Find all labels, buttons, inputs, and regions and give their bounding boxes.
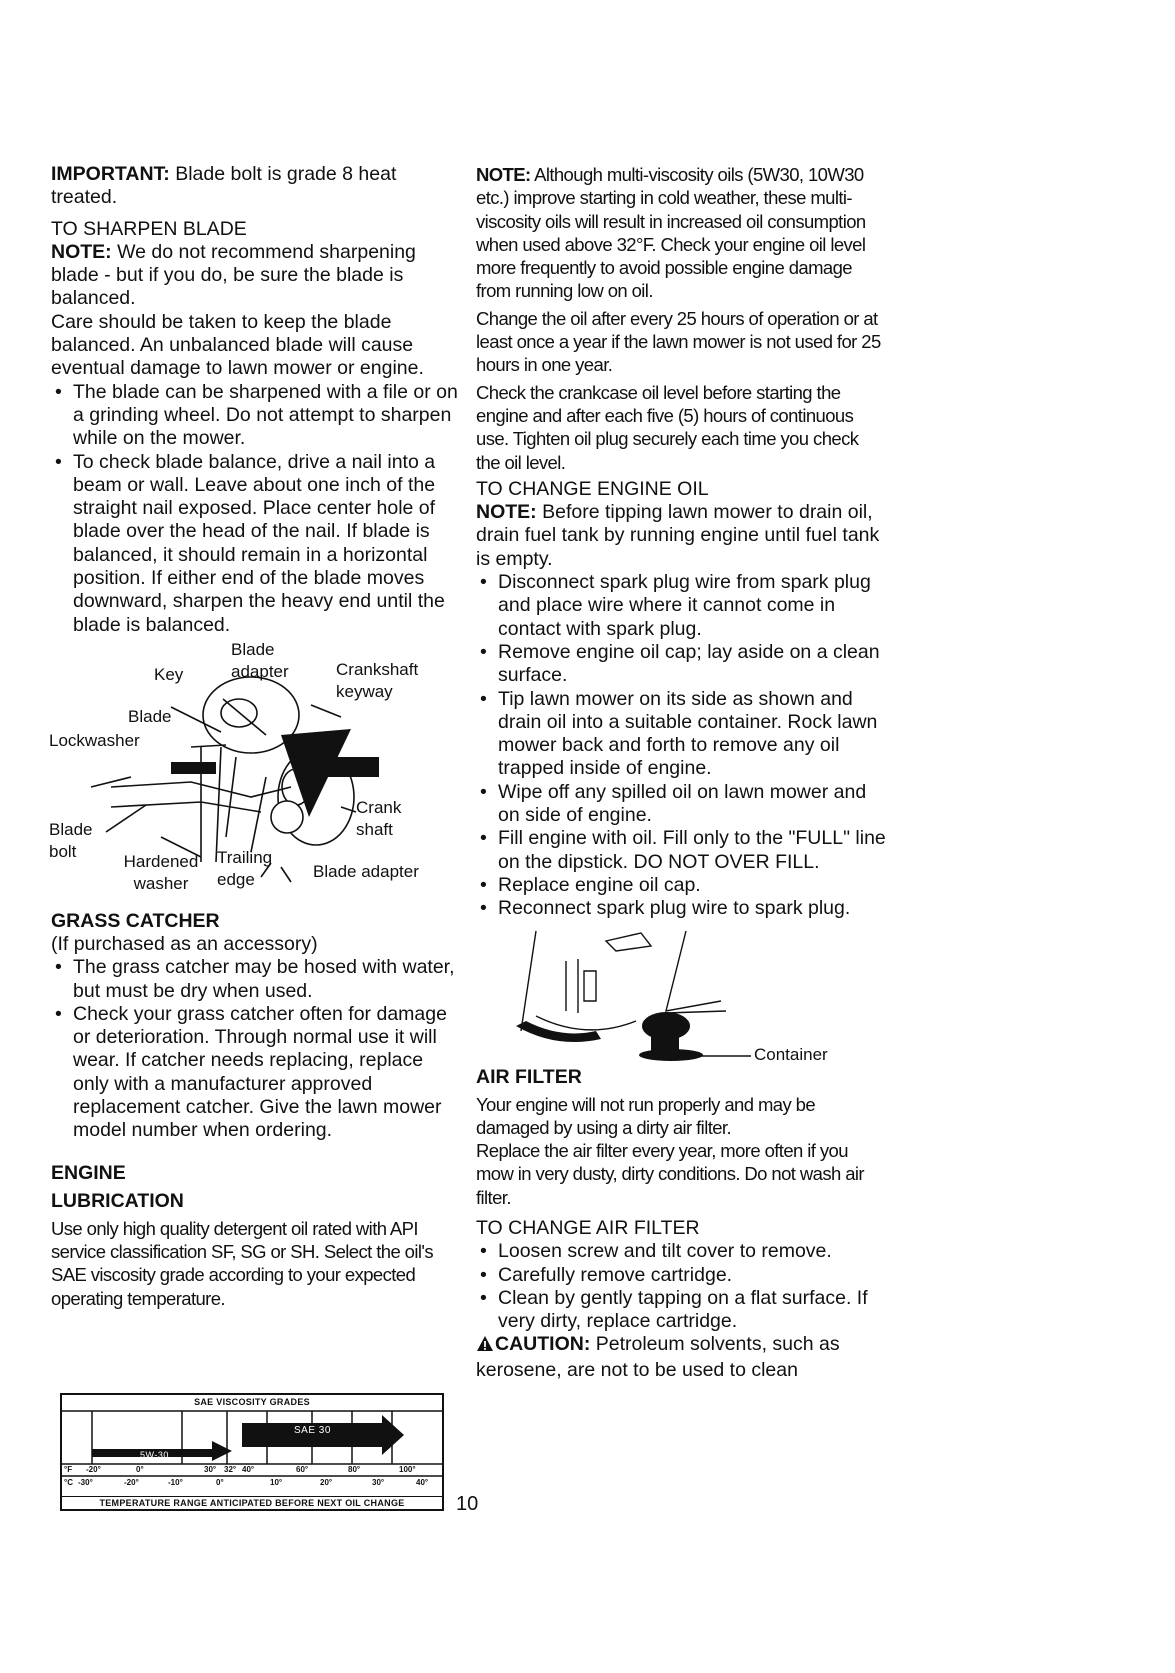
list-item: • Fill engine with oil. Fill only to the "FULL" line on the dipstick. DO NOT OVER FILL. <box>476 827 886 874</box>
list-item: • Check your grass catcher often for damage or deterioration. Through normal use it will wear. If catcher needs replacing, replace only with a manufacturer approved replacement catcher. Give the lawn mower model number when ordering. <box>51 1003 461 1143</box>
right-column <box>476 163 886 1382</box>
c-tick: 0° <box>216 1478 224 1487</box>
label-trailing-edge: Trailing edge <box>217 847 273 889</box>
grass-catcher-heading: GRASS CATCHER <box>51 909 220 932</box>
note-text: Although multi-viscosity oils (5W30, 10W30 etc.) improve starting in cold weather, these multi-viscosity oils will result in increased oil consumption when used above 32°F. Check your engine oil level more frequently to avoid possible engine damage from running low on oil. <box>476 164 866 302</box>
label-container: Container <box>754 1044 828 1064</box>
c-tick: -10° <box>168 1478 183 1487</box>
list-item: • Replace engine oil cap. <box>476 874 886 897</box>
grade-5w30-label: 5W-30 <box>140 1450 169 1460</box>
sae-viscosity-chart <box>60 1393 444 1511</box>
engine-heading: ENGINE <box>51 1161 126 1184</box>
f-tick: -20° <box>86 1465 101 1474</box>
blade-assembly-figure <box>51 637 461 905</box>
label-key: Key <box>154 664 184 684</box>
c-tick: 30° <box>372 1478 385 1487</box>
f-tick: 0° <box>136 1465 144 1474</box>
f-tick: 32° <box>224 1465 237 1474</box>
list-item: • Wipe off any spilled oil on lawn mower and on side of engine. <box>476 781 886 828</box>
air-filter-text-1: Your engine will not run properly and may be damaged by using a dirty air filter. <box>476 1093 816 1138</box>
important-paragraph <box>51 163 461 210</box>
c-tick: -20° <box>124 1478 139 1487</box>
change-air-filter-heading: TO CHANGE AIR FILTER <box>476 1216 700 1239</box>
c-tick: -30° <box>78 1478 93 1487</box>
list-item: • The blade can be sharpened with a file or on a grinding wheel. Do not attempt to sharpen while on the mower. <box>51 381 461 451</box>
note-label: NOTE: <box>476 164 531 185</box>
oil-drain-figure <box>476 921 886 1063</box>
sharpen-heading: TO SHARPEN BLADE <box>51 217 247 240</box>
label-crankshaft-keyway: Crankshaft keyway <box>336 659 419 701</box>
label-hardened-washer: Hardened washer <box>123 851 199 893</box>
c-tick: 20° <box>320 1478 333 1487</box>
warning-triangle-icon <box>476 1335 494 1358</box>
oil-steps-list <box>476 571 886 920</box>
c-tick: 10° <box>270 1478 283 1487</box>
viscosity-chart-title: SAE VISCOSITY GRADES <box>194 1397 310 1407</box>
grass-bullet-list <box>51 956 461 1142</box>
list-item: • Tip lawn mower on its side as shown and drain oil into a suitable container. Rock lawn mower back and forth to remove any oil trapped inside of engine. <box>476 688 886 781</box>
f-tick: 60° <box>296 1465 309 1474</box>
viscosity-chart-grid <box>62 1409 442 1489</box>
oil-drain-drawing <box>476 921 886 1063</box>
list-item: • Carefully remove cartridge. <box>476 1264 886 1287</box>
celsius-row <box>64 1478 440 1490</box>
multi-viscosity-note <box>476 163 886 303</box>
f-tick: 30° <box>204 1465 217 1474</box>
note-label: NOTE: <box>51 240 112 263</box>
caution-paragraph <box>476 1333 886 1382</box>
grade-sae30-label: SAE 30 <box>294 1425 331 1436</box>
list-item: • To check blade balance, drive a nail into a beam or wall. Leave about one inch of the straight nail exposed. Place center hole of blade over the head of the nail. If blade is balanced, it should remain in a horizontal position. If either end of the blade moves downward, sharpen the heavy end until the blade is balanced. <box>51 451 461 637</box>
label-crank-shaft: Crank shaft <box>356 797 402 839</box>
caution-text: Petroleum solvents, such as kerosene, are not to be used to clean <box>476 1333 840 1381</box>
note-label: NOTE: <box>476 501 537 524</box>
list-item: • The grass catcher may be hosed with water, but must be dry when used. <box>51 956 461 1003</box>
sharpen-bullet-list <box>51 381 461 637</box>
fahrenheit-row <box>64 1465 440 1477</box>
list-item: • Disconnect spark plug wire from spark plug and place wire where it cannot come in contact with spark plug. <box>476 571 886 641</box>
important-label: IMPORTANT: <box>51 163 170 185</box>
label-blade-bolt: Blade bolt <box>49 819 93 861</box>
list-item: • Remove engine oil cap; lay aside on a clean surface. <box>476 641 886 688</box>
c-tick: 40° <box>416 1478 429 1487</box>
page-number: 10 <box>456 1493 479 1515</box>
note-text: Before tipping lawn mower to drain oil, drain fuel tank by running engine until fuel tank is empty. <box>476 501 880 570</box>
label-lockwasher: Lockwasher <box>49 730 140 750</box>
lubrication-text: Use only high quality detergent oil rated with API service classification SF, SG or SH. Select the oil's SAE viscosity grade according to your expected operating temperature. <box>51 1217 433 1309</box>
f-tick: 80° <box>348 1465 361 1474</box>
important-text: Blade bolt is grade 8 heat treated. <box>51 163 397 209</box>
label-blade-adapter-bottom: Blade adapter <box>313 861 419 881</box>
oil-change-interval: Change the oil after every 25 hours of operation or at least once a year if the lawn mower is not used for 25 hours in one year. <box>476 307 881 376</box>
caution-label: CAUTION: <box>495 1333 591 1356</box>
label-blade-adapter-top: Blade adapter <box>231 639 289 681</box>
label-blade: Blade <box>128 706 172 726</box>
air-filter-heading: AIR FILTER <box>476 1065 582 1088</box>
left-column <box>51 163 461 1310</box>
f-tick: 40° <box>242 1465 255 1474</box>
sharpen-note <box>51 241 461 311</box>
drain-note <box>476 501 886 571</box>
f-tick: 100° <box>399 1465 416 1474</box>
c-unit-label: °C <box>64 1478 73 1487</box>
grass-catcher-sub: (If purchased as an accessory) <box>51 932 318 955</box>
list-item: • Clean by gently tapping on a flat surface. If very dirty, replace cartridge. <box>476 1287 886 1334</box>
change-oil-heading: TO CHANGE ENGINE OIL <box>476 477 709 500</box>
list-item: • Reconnect spark plug wire to spark plug. <box>476 897 886 920</box>
air-filter-steps <box>476 1240 886 1333</box>
crankcase-check: Check the crankcase oil level before starting the engine and after each five (5) hours of continuous use. Tighten oil plug securely each time you check the oil level. <box>476 381 859 473</box>
list-item: • Loosen screw and tilt cover to remove. <box>476 1240 886 1263</box>
lubrication-heading: LUBRICATION <box>51 1189 184 1212</box>
note-text: We do not recommend sharpening blade - but if you do, be sure the blade is balanced. <box>51 240 416 310</box>
f-unit-label: °F <box>64 1465 73 1474</box>
air-filter-text-2: Replace the air filter every year, more often if you mow in very dusty, dirty conditions. Do not wash air filter. <box>476 1140 864 1208</box>
care-paragraph: Care should be taken to keep the blade balanced. An unbalanced blade will cause eventual damage to lawn mower or engine. <box>51 310 424 380</box>
viscosity-chart-footer: TEMPERATURE RANGE ANTICIPATED BEFORE NEXT OIL CHANGE <box>62 1496 442 1508</box>
